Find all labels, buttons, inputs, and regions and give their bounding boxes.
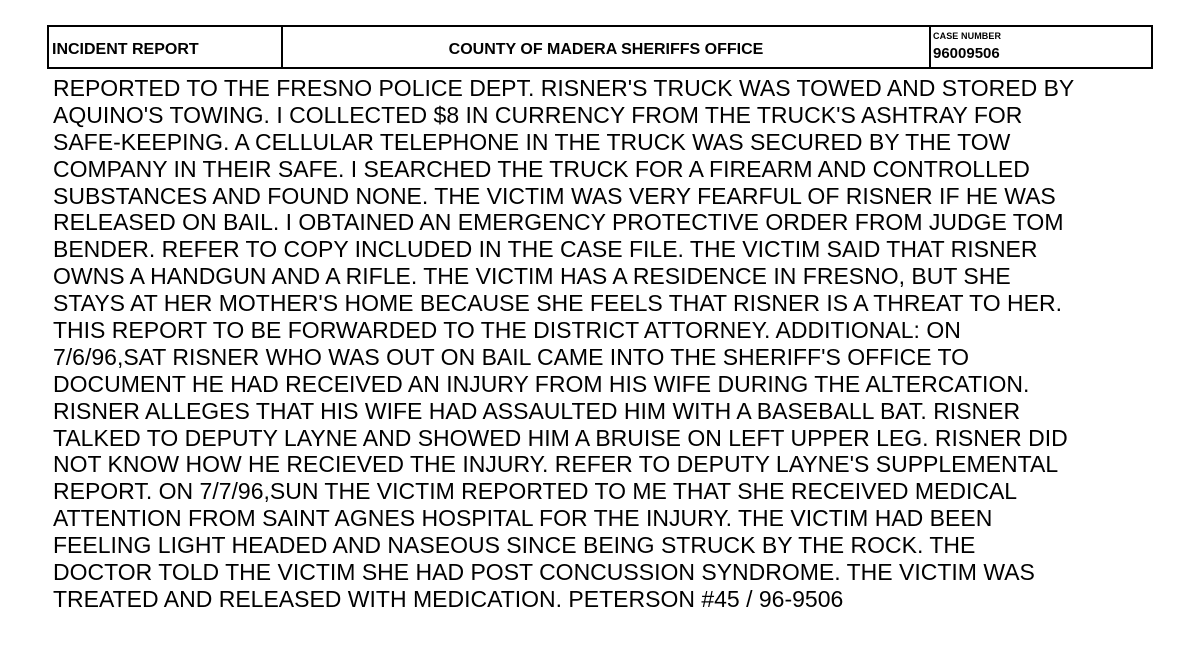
narrative-line: RELEASED ON BAIL. I OBTAINED AN EMERGENCY PROTECTIVE ORDER FROM JUDGE TOM bbox=[53, 209, 1064, 236]
narrative-line: RISNER ALLEGES THAT HIS WIFE HAD ASSAULTED HIM WITH A BASEBALL BAT. RISNER bbox=[53, 397, 1021, 424]
case-number-label: CASE NUMBER bbox=[933, 30, 1002, 41]
narrative-line: 7/6/96,SAT RISNER WHO WAS OUT ON BAIL CAME INTO THE SHERIFF'S OFFICE TO bbox=[53, 343, 970, 370]
report-type-cell bbox=[49, 27, 283, 67]
narrative-line: SAFE-KEEPING. A CELLULAR TELEPHONE IN THE TRUCK WAS SECURED BY THE TOW bbox=[53, 128, 1011, 155]
narrative-line: FEELING LIGHT HEADED AND NASEOUS SINCE BEING STRUCK BY THE ROCK. THE bbox=[53, 532, 976, 559]
narrative-line: OWNS A HANDGUN AND A RIFLE. THE VICTIM HAS A RESIDENCE IN FRESNO, BUT SHE bbox=[53, 263, 1011, 290]
narrative-line: AQUINO'S TOWING. I COLLECTED $8 IN CURRENCY FROM THE TRUCK'S ASHTRAY FOR bbox=[53, 101, 1023, 128]
narrative-line: THIS REPORT TO BE FORWARDED TO THE DISTRICT ATTORNEY. ADDITIONAL: ON bbox=[53, 317, 961, 344]
report-header bbox=[47, 25, 1153, 69]
narrative-line: DOCTOR TOLD THE VICTIM SHE HAD POST CONCUSSION SYNDROME. THE VICTIM WAS bbox=[53, 559, 1035, 586]
narrative-line: TREATED AND RELEASED WITH MEDICATION. PETERSON #45 / 96-9506 bbox=[53, 585, 844, 612]
case-number: 96009506 bbox=[933, 44, 1000, 62]
narrative-line: NOT KNOW HOW HE RECIEVED THE INJURY. REFER TO DEPUTY LAYNE'S SUPPLEMENTAL bbox=[53, 451, 1059, 478]
narrative-line: COMPANY IN THEIR SAFE. I SEARCHED THE TRUCK FOR A FIREARM AND CONTROLLED bbox=[53, 155, 1030, 182]
narrative-line: REPORT. ON 7/7/96,SUN THE VICTIM REPORTED TO ME THAT SHE RECEIVED MEDICAL bbox=[53, 478, 1018, 505]
agency-name: COUNTY OF MADERA SHERIFFS OFFICE bbox=[448, 41, 764, 58]
narrative-text bbox=[53, 75, 1163, 613]
narrative-line: BENDER. REFER TO COPY INCLUDED IN THE CASE FILE. THE VICTIM SAID THAT RISNER bbox=[53, 236, 1038, 263]
narrative-line: REPORTED TO THE FRESNO POLICE DEPT. RISNER'S TRUCK WAS TOWED AND STORED BY bbox=[53, 75, 1075, 101]
narrative-line: DOCUMENT HE HAD RECEIVED AN INJURY FROM HIS WIFE DURING THE ALTERCATION. bbox=[53, 370, 1030, 397]
case-number-cell bbox=[931, 27, 1151, 67]
agency-cell bbox=[283, 27, 931, 67]
narrative-line: TALKED TO DEPUTY LAYNE AND SHOWED HIM A BRUISE ON LEFT UPPER LEG. RISNER DID bbox=[53, 424, 1068, 451]
narrative-line: ATTENTION FROM SAINT AGNES HOSPITAL FOR THE INJURY. THE VICTIM HAD BEEN bbox=[53, 505, 993, 532]
report-type: INCIDENT REPORT bbox=[52, 41, 199, 58]
narrative-line: SUBSTANCES AND FOUND NONE. THE VICTIM WAS VERY FEARFUL OF RISNER IF HE WAS bbox=[53, 182, 1056, 209]
narrative-line: STAYS AT HER MOTHER'S HOME BECAUSE SHE FEELS THAT RISNER IS A THREAT TO HER. bbox=[53, 290, 1062, 317]
